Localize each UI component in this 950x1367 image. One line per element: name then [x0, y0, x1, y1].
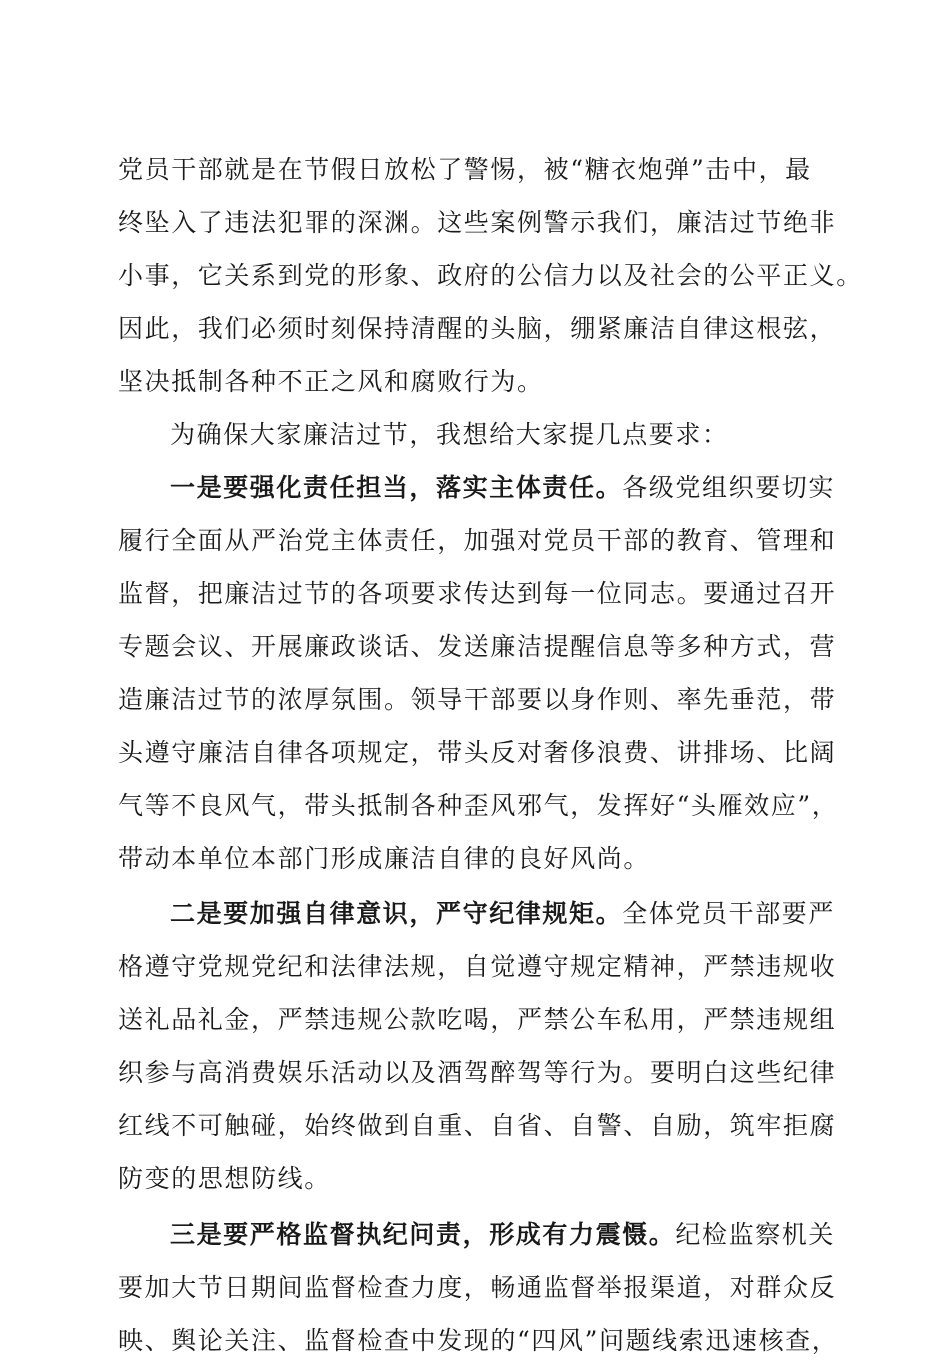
paragraph-text: 全体党员干部要严 [622, 899, 836, 928]
paragraph-line: 造廉洁过节的浓厚氛围。领导干部要以身作则、率先垂范，带 [118, 685, 837, 714]
paragraph-line: 格遵守党规党纪和法律法规，自觉遵守规定精神，严禁违规收 [118, 952, 837, 981]
heading-requirement-3: 三是要严格监督执纪问责，形成有力震慑。 [170, 1220, 676, 1249]
paragraph-line: 带动本单位本部门形成廉洁自律的良好风尚。 [118, 844, 651, 873]
paragraph-line: 专题会议、开展廉政谈话、发送廉洁提醒信息等多种方式，营 [118, 632, 837, 661]
paragraph-line: 党员干部就是在节假日放松了警惕，被“糖衣炮弹”击中，最 [118, 155, 812, 184]
paragraph-line: 履行全面从严治党主体责任，加强对党员干部的教育、管理和 [118, 526, 837, 555]
heading-requirement-2: 二是要加强自律意识，严守纪律规矩。 [170, 899, 623, 928]
paragraph-line: 因此，我们必须时刻保持清醒的头脑，绷紧廉洁自律这根弦， [118, 314, 837, 343]
paragraph-line: 监督，把廉洁过节的各项要求传达到每一位同志。要通过召开 [118, 579, 837, 608]
paragraph-line: 要加大节日期间监督检查力度，畅通监督举报渠道，对群众反 [118, 1273, 837, 1302]
paragraph-line [118, 461, 950, 514]
paragraph-line: 防变的思想防线。 [118, 1164, 331, 1193]
paragraph-line: 映、舆论关注、监督检查中发现的“四风”问题线索迅速核查， [118, 1326, 839, 1355]
paragraph-line: 坚决抵制各种不正之风和腐败行为。 [118, 367, 544, 396]
paragraph-line: 织参与高消费娱乐活动以及酒驾醉驾等行为。要明白这些纪律 [118, 1058, 837, 1087]
paragraph-line: 头遵守廉洁自律各项规定，带头反对奢侈浪费、讲排场、比阔 [118, 738, 837, 767]
paragraph-text: 纪检监察机关 [675, 1220, 836, 1249]
paragraph-line: 小事，它关系到党的形象、政府的公信力以及社会的公平正义。 [118, 261, 863, 290]
paragraph-line: 红线不可触碰，始终做到自重、自省、自警、自励，筑牢拒腐 [118, 1111, 837, 1140]
paragraph-line [118, 1208, 950, 1261]
paragraph-text: 各级党组织要切实 [622, 473, 836, 502]
paragraph-line: 为确保大家廉洁过节，我想给大家提几点要求： [170, 420, 729, 449]
paragraph-line: 气等不良风气，带头抵制各种歪风邪气，发挥好“头雁效应”， [118, 791, 839, 820]
paragraph-line: 终坠入了违法犯罪的深渊。这些案例警示我们，廉洁过节绝非 [118, 208, 837, 237]
paragraph-line: 送礼品礼金，严禁违规公款吃喝，严禁公车私用，严禁违规组 [118, 1005, 837, 1034]
paragraph-line [118, 887, 950, 940]
heading-requirement-1: 一是要强化责任担当，落实主体责任。 [170, 473, 623, 502]
